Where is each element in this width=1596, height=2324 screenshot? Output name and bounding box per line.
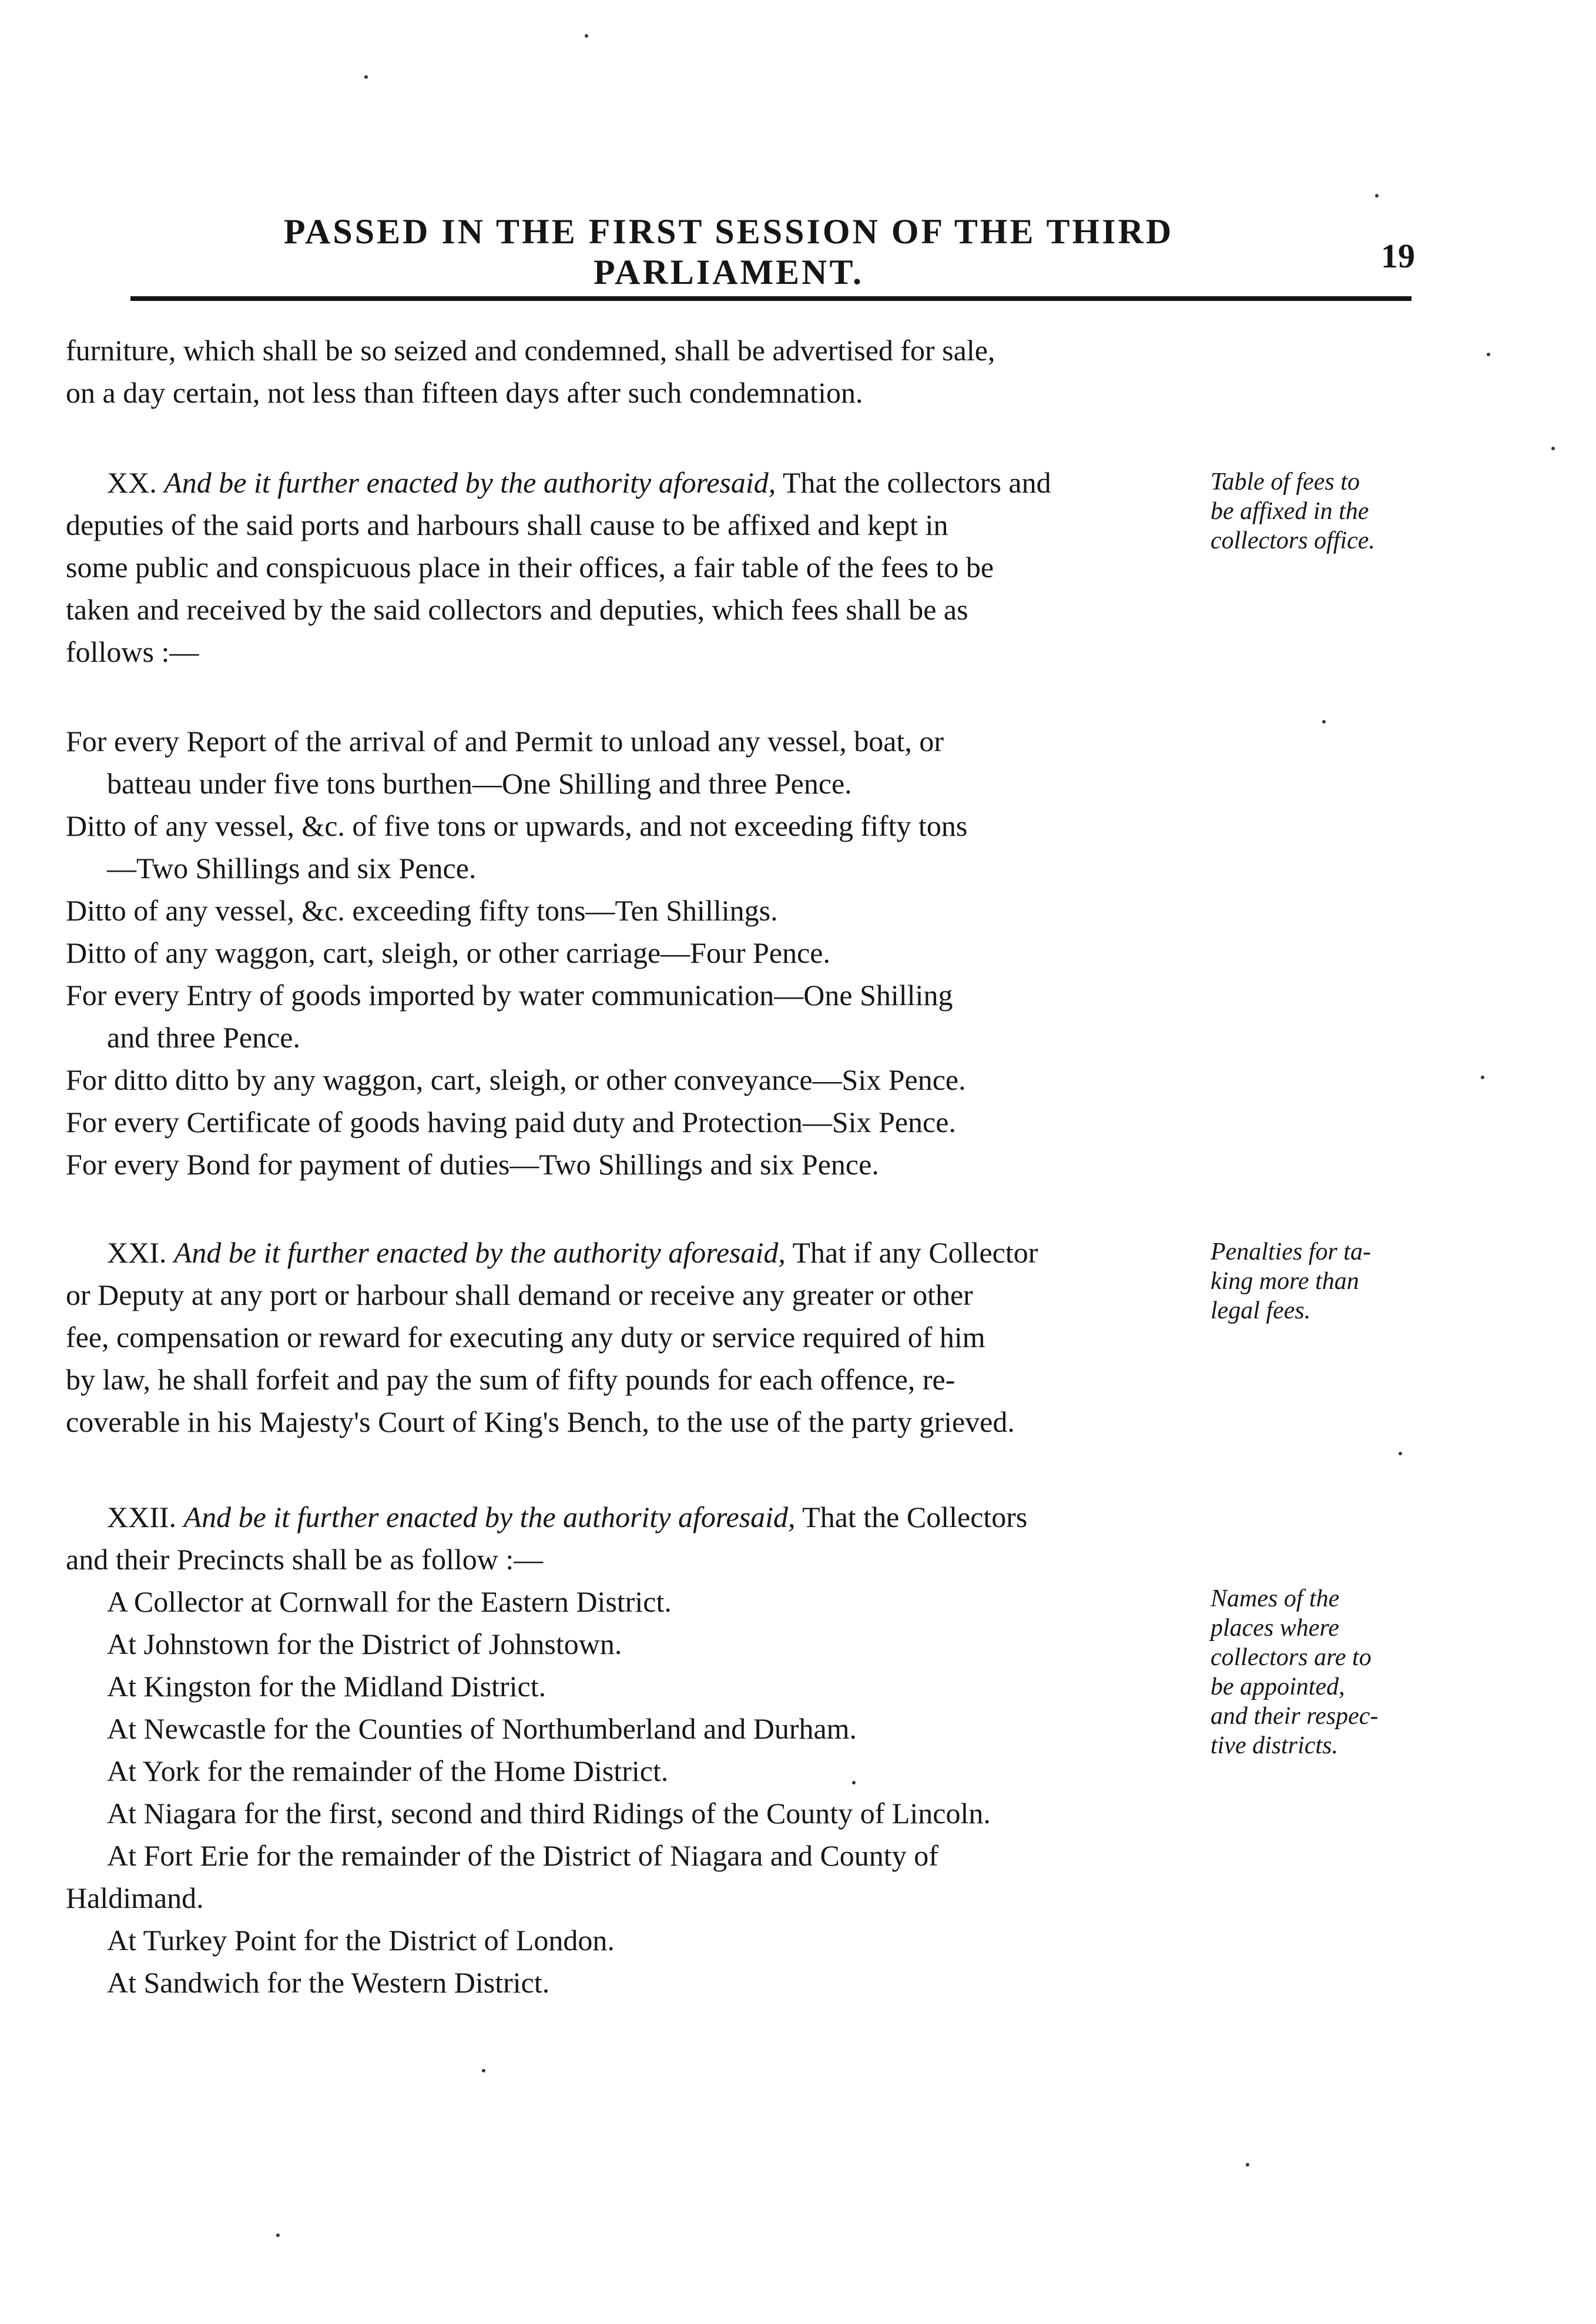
- margin-note-line: collectors are to: [1211, 1644, 1372, 1671]
- text-line: by law, he shall forfeit and pay the sum of fifty pounds for each offence, re-: [66, 1363, 955, 1396]
- margin-note-line: king more than: [1211, 1268, 1359, 1295]
- header-rule: [130, 296, 1411, 301]
- section-text: That the collectors and: [782, 466, 1051, 499]
- margin-note-line: and their respec-: [1211, 1703, 1379, 1730]
- text-line: deputies of the said ports and harbours shall cause to be affixed and kept in: [66, 508, 948, 541]
- place-line: At Johnstown for the District of Johnstown.: [107, 1628, 622, 1660]
- place-line: At Newcastle for the Counties of Northumberland and Durham.: [107, 1712, 857, 1745]
- fee-line: Ditto of any vessel, &c. of five tons or upwards, and not exceeding fifty tons: [66, 809, 968, 842]
- text-line: coverable in his Majesty's Court of King's Bench, to the use of the party grieved.: [66, 1405, 1015, 1438]
- text-line: on a day certain, not less than fifteen days after such condemnation.: [66, 376, 863, 409]
- section-first-line: [66, 1496, 1194, 1538]
- section-xxi: [66, 1231, 1194, 1443]
- scan-speck: [364, 75, 368, 79]
- scan-speck: [1399, 1452, 1402, 1455]
- scan-speck: [1322, 720, 1326, 724]
- section-xxii: [66, 1496, 1194, 2004]
- text-line: follows :—: [66, 635, 199, 668]
- section-number: XXI.: [107, 1236, 167, 1269]
- place-line: At Fort Erie for the remainder of the District of Niagara and County of: [107, 1839, 938, 1872]
- place-line: At Sandwich for the Western District.: [107, 1966, 550, 1999]
- margin-note-fees-table: [1211, 467, 1440, 555]
- section-xx: [66, 461, 1194, 673]
- fee-line: For every Bond for payment of duties—Two Shillings and six Pence.: [66, 1148, 879, 1181]
- margin-note-line: Table of fees to: [1211, 468, 1360, 495]
- place-line: At Niagara for the first, second and third Ridings of the County of Lincoln.: [107, 1797, 991, 1830]
- scan-speck: [1246, 2163, 1249, 2166]
- section-first-line: [66, 461, 1194, 504]
- fee-line: For every Report of the arrival of and Permit to unload any vessel, boat, or: [66, 725, 944, 758]
- fee-line: For ditto ditto by any waggon, cart, sleigh, or other conveyance—Six Pence.: [66, 1063, 966, 1096]
- place-line: At Kingston for the Midland District.: [107, 1670, 546, 1703]
- place-line: At York for the remainder of the Home District.: [107, 1754, 669, 1787]
- margin-note-line: Names of the: [1211, 1585, 1340, 1612]
- fee-table: [66, 720, 1194, 1186]
- place-line: At Turkey Point for the District of London.: [107, 1924, 615, 1957]
- scan-speck: [1551, 447, 1555, 450]
- running-header: PASSED IN THE FIRST SESSION OF THE THIRD PARLIAMENT.: [283, 212, 1174, 292]
- scan-speck: [852, 1781, 856, 1784]
- fee-line: Ditto of any waggon, cart, sleigh, or other carriage—Four Pence.: [66, 936, 830, 969]
- section-number: XX.: [107, 466, 157, 499]
- margin-note-penalties: [1211, 1237, 1440, 1325]
- fee-line: For every Entry of goods imported by water communication—One Shilling: [66, 979, 953, 1012]
- scan-speck: [1487, 353, 1490, 356]
- scan-speck: [585, 34, 588, 38]
- section-text: That the Collectors: [802, 1501, 1028, 1533]
- fee-line: —Two Shillings and six Pence.: [107, 852, 477, 885]
- scan-speck: [482, 2069, 485, 2072]
- enacting-clause: And be it further enacted by the authority aforesaid,: [183, 1501, 796, 1533]
- margin-note-line: be affixed in the: [1211, 498, 1369, 525]
- margin-note-line: places where: [1211, 1615, 1339, 1642]
- scan-speck: [1375, 194, 1379, 197]
- margin-note-line: be appointed,: [1211, 1673, 1345, 1700]
- place-line: Haldimand.: [66, 1881, 204, 1914]
- scan-speck: [1481, 1076, 1484, 1079]
- enacting-clause: And be it further enacted by the authority aforesaid,: [173, 1236, 786, 1269]
- section-text: That if any Collector: [792, 1236, 1038, 1269]
- text-line: taken and received by the said collectors and deputies, which fees shall be as: [66, 593, 968, 626]
- place-line: A Collector at Cornwall for the Eastern District.: [107, 1585, 672, 1618]
- text-line: some public and conspicuous place in their offices, a fair table of the fees to be: [66, 551, 994, 584]
- text-line: furniture, which shall be so seized and condemned, shall be advertised for sale,: [66, 334, 995, 367]
- enacting-clause: And be it further enacted by the authority aforesaid,: [164, 466, 776, 499]
- section-number: XXII.: [107, 1501, 177, 1533]
- continuation-paragraph: [66, 329, 1194, 414]
- text-line: and their Precincts shall be as follow :—: [66, 1543, 544, 1576]
- margin-note-line: tive districts.: [1211, 1732, 1338, 1759]
- scan-speck: [276, 2233, 280, 2237]
- page-number: 19: [1381, 237, 1415, 275]
- fee-line: For every Certificate of goods having paid duty and Protection—Six Pence.: [66, 1106, 956, 1138]
- text-line: fee, compensation or reward for executing any duty or service required of him: [66, 1321, 985, 1354]
- margin-note-line: collectors office.: [1211, 527, 1375, 554]
- margin-note-places: [1211, 1584, 1440, 1760]
- margin-note-line: legal fees.: [1211, 1297, 1311, 1324]
- text-line: or Deputy at any port or harbour shall demand or receive any greater or other: [66, 1278, 973, 1311]
- fee-line: batteau under five tons burthen—One Shilling and three Pence.: [107, 767, 852, 800]
- fee-line: Ditto of any vessel, &c. exceeding fifty tons—Ten Shillings.: [66, 894, 778, 927]
- section-first-line: [66, 1231, 1194, 1274]
- fee-line: and three Pence.: [107, 1021, 301, 1054]
- margin-note-line: Penalties for ta-: [1211, 1238, 1371, 1265]
